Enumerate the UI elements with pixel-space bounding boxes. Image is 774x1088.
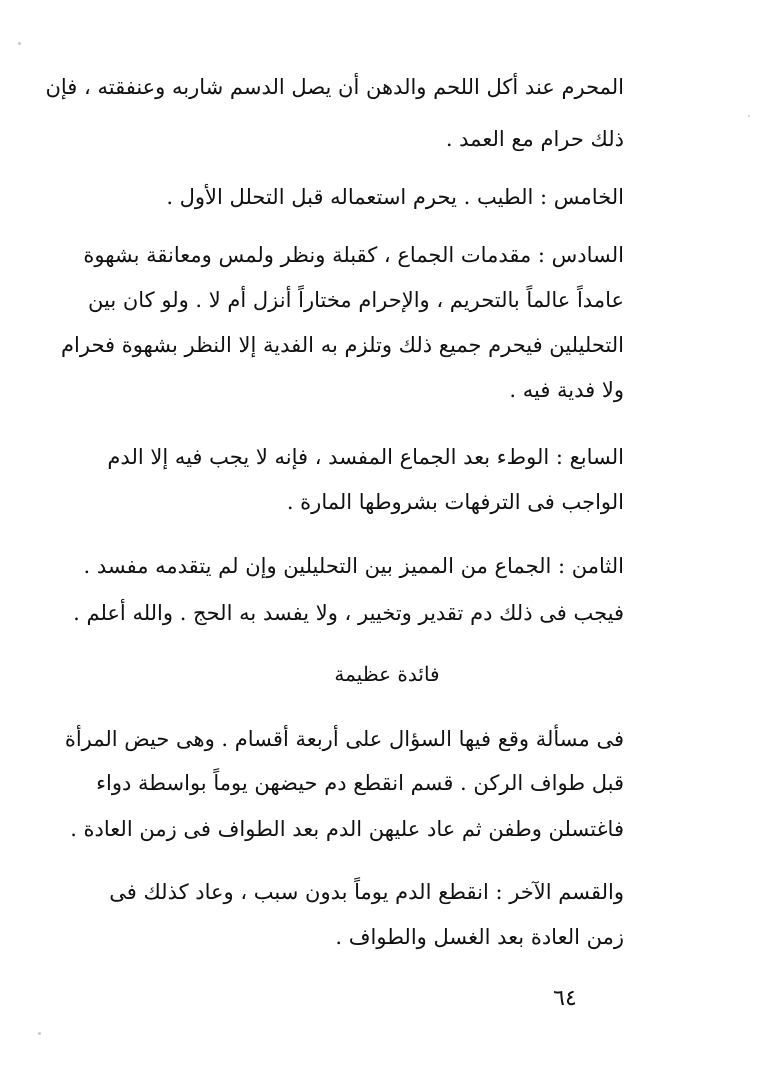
text-line: ذلك حرام مع العمد . <box>445 127 624 151</box>
text-line: فاغتسلن وطفن ثم عاد عليهن الدم بعد الطواف فى زمن العادة . <box>70 817 624 841</box>
text-line: والقسم الآخر : انقطع الدم يوماً بدون سبب ، وعاد كذلك فى <box>109 880 624 904</box>
text-line: السابع : الوطء بعد الجماع المفسد ، فإنه لا يجب فيه إلا الدم <box>107 445 624 469</box>
text-line: الخامس : الطيب . يحرم استعماله قبل التحلل الأول . <box>166 185 624 209</box>
text-line: قبل طواف الركن . قسم انقطع دم حيضهن يوماً بواسطة دواء <box>96 771 624 795</box>
section-title: فائدة عظيمة <box>334 662 440 686</box>
text-line: عامداً عالماً بالتحريم ، والإحرام مختاراً أنزل أم لا . ولو كان بين <box>88 288 624 312</box>
text-line: فى مسألة وقع فيها السؤال على أربعة أقسام . وهى حيض المرأة <box>64 727 624 751</box>
text-line: ولا فدية فيه . <box>509 378 624 402</box>
scan-speck <box>38 1032 41 1035</box>
text-line: الثامن : الجماع من المميز بين التحليلين وإن لم يتقدمه مفسد . <box>83 554 624 578</box>
text-line: الواجب فى الترفهات بشروطها المارة . <box>286 490 624 514</box>
text-line: المحرم عند أكل اللحم والدهن أن يصل الدسم شاربه وعنفقته ، فإن <box>45 75 624 99</box>
page-number: ٦٤ <box>553 986 577 1011</box>
text-line: زمن العادة بعد الغسل والطواف . <box>335 925 624 949</box>
scan-speck <box>18 42 21 45</box>
text-line: التحليلين فيحرم جميع ذلك وتلزم به الفدية إلا النظر بشهوة فحرام <box>61 333 624 357</box>
text-line: السادس : مقدمات الجماع ، كقبلة ونظر ولمس ومعانقة بشهوة <box>83 243 624 267</box>
scan-speck <box>748 115 750 117</box>
text-line: فيجب فى ذلك دم تقدير وتخيير ، ولا يفسد به الحج . والله أعلم . <box>73 601 624 625</box>
